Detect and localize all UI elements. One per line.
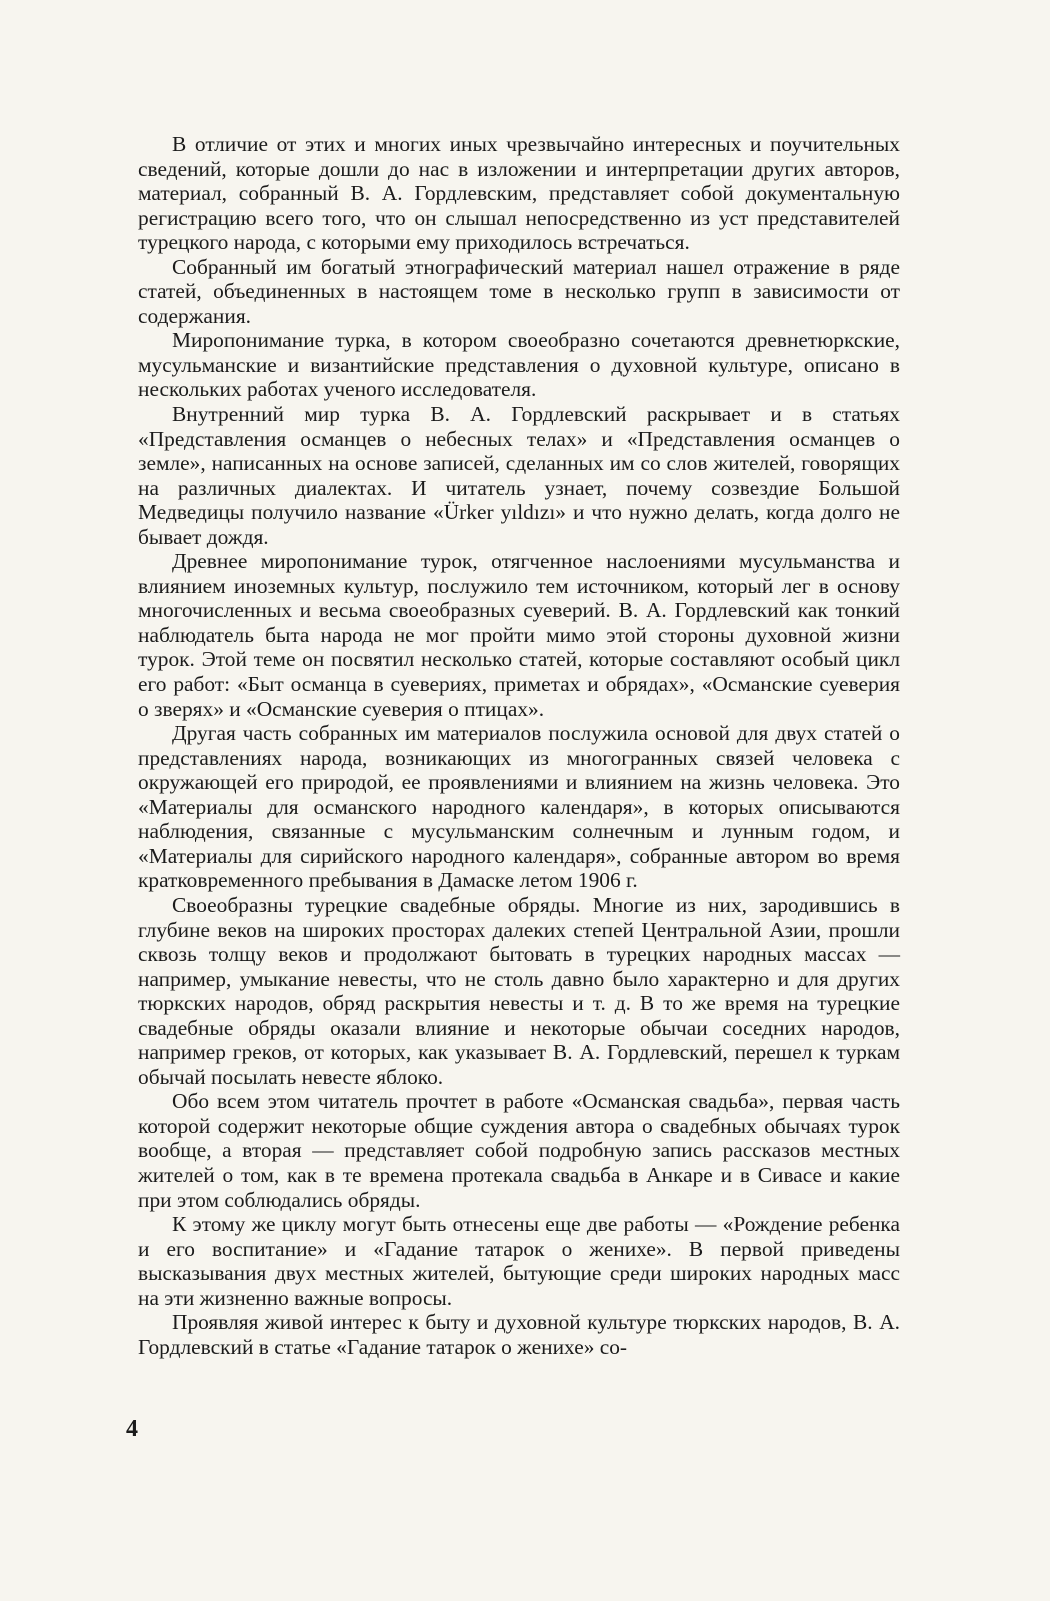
paragraph-4: Внутренний мир турка В. А. Гордлевский раскрывает и в статьях «Представления османцев о небесных телах» и «Представления османцев о земле», написанных на основе записей, сделанных им со слов жителей, говорящих на различных диалектах. И читатель узнает, почему созвездие Большой Медведицы получило название «Ürker yıldızı» и что нужно делать, когда долго не бывает дождя. <box>138 402 900 549</box>
paragraph-6: Другая часть собранных им материалов послужила основой для двух статей о представлениях народа, возникающих из многогранных связей человека с окружающей его природой, ее проявлениями и влиянием на жизнь человека. Это «Материалы для османского народного календаря», в которых описываются наблюдения, связанные с мусульманским солнечным и лунным годом, и «Материалы для сирийского народного календаря», собранные автором во время кратковременного пребывания в Дамаске летом 1906 г. <box>138 721 900 893</box>
paragraph-2: Собранный им богатый этнографический материал нашел отражение в ряде статей, объединенных в настоящем томе в несколько групп в зависимости от содержания. <box>138 254 900 328</box>
paragraph-1: В отличие от этих и многих иных чрезвычайно интересных и поучительных сведений, которые дошли до нас в изложении и интерпретации других авторов, материал, собранный В. А. Гордлевским, представляет собой документальную регистрацию всего того, что он слышал непосредственно из уст представителей турецкого народа, с которыми ему приходилось встречаться. <box>138 132 900 255</box>
paragraph-5: Древнее миропонимание турок, отягченное наслоениями мусульманства и влиянием иноземных культур, послужило тем источником, который лег в основу многочисленных и весьма своеобразных суеверий. В. А. Гордлевский как тонкий наблюдатель быта народа не мог пройти мимо этой стороны духовной жизни турок. Этой теме он посвятил несколько статей, которые составляют особый цикл его работ: «Быт османца в суевериях, приметах и обрядах», «Османские суеверия о зверях» и «Османские суеверия о птицах». <box>138 549 900 721</box>
paragraph-8: Обо всем этом читатель прочтет в работе «Османская свадьба», первая часть которой содержит некоторые общие суждения автора о свадебных обычаях турок вообще, а вторая — представляет собой подробную запись рассказов местных жителей о том, как в те времена протекала свадьба в Анкаре и в Сивасе и какие при этом соблюдались обряды. <box>138 1089 900 1212</box>
page-number: 4 <box>126 1416 138 1442</box>
paragraph-10: Проявляя живой интерес к быту и духовной культуре тюркских народов, В. А. Гордлевский в статье «Гадание татарок о женихе» со- <box>138 1310 900 1359</box>
paragraph-7: Своеобразны турецкие свадебные обряды. Многие из них, зародившись в глубине веков на широких просторах далеких степей Центральной Азии, прошли сквозь толщу веков и продолжают бытовать в турецких народных массах — например, умыкание невесты, что не столь давно было характерно и для других тюркских народов, обряд раскрытия невесты и т. д. В то же время на турецкие свадебные обряды оказали влияние и некоторые обычаи соседних народов, например греков, от которых, как указывает В. А. Гордлевский, перешел к туркам обычай посылать невесте яблоко. <box>138 892 900 1089</box>
paragraph-3: Миропонимание турка, в котором своеобразно сочетаются древнетюркские, мусульманские и византийские представления о духовной культуре, описано в нескольких работах ученого исследователя. <box>138 328 900 402</box>
paragraph-9: К этому же циклу могут быть отнесены еще две работы — «Рождение ребенка и его воспитание» и «Гадание татарок о женихе». В первой приведены высказывания двух местных жителей, бытующие среди широких народных масс на эти жизненно важные вопросы. <box>138 1212 900 1310</box>
body-text <box>138 132 900 1359</box>
